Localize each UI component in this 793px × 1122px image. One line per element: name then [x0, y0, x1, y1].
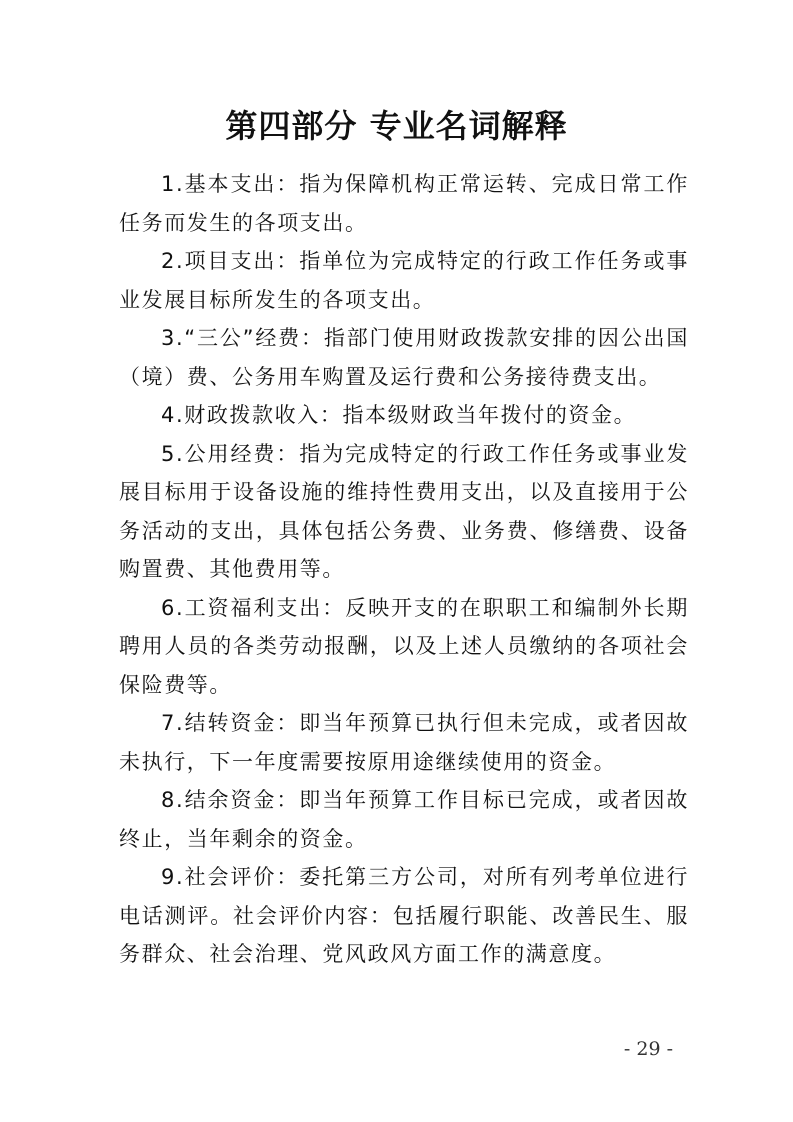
glossary-definition: 指部门使用财政拨款安排的因公出国（境）费、公务用车购置及运行费和公务接待费支出。 [119, 326, 689, 389]
glossary-item-fiscal-appropriation [119, 396, 689, 435]
glossary-definition: 指为完成特定的行政工作任务或事业发展目标用于设备设施的维持性费用支出，以及直接用于公务活动的支出，具体包括公务费、业务费、修缮费、设备购置费、其他费用等。 [119, 441, 689, 581]
glossary-item-project-expenditure [119, 242, 689, 319]
glossary-item-basic-expenditure [119, 165, 689, 242]
glossary-definition: 即当年预算已执行但未完成，或者因故未执行，下一年度需要按原用途继续使用的资金。 [119, 711, 689, 774]
glossary-item-carryover-funds [119, 704, 689, 781]
glossary-term: 4.财政拨款收入： [161, 403, 343, 427]
glossary-item-wages-welfare [119, 589, 689, 705]
glossary-definition: 反映开支的在职职工和编制外长期聘用人员的各类劳动报酬，以及上述人员缴纳的各项社会保险费等。 [119, 595, 689, 697]
glossary-term: 6.工资福利支出： [161, 595, 346, 620]
glossary-term: 9.社会评价： [161, 865, 300, 889]
page-title: 第四部分 专业名词解释 [225, 107, 568, 145]
glossary-item-three-public-funds [119, 319, 689, 396]
glossary-term: 1.基本支出： [161, 172, 300, 196]
glossary-item-surplus-funds [119, 781, 689, 858]
glossary-body [119, 165, 689, 974]
glossary-definition: 即当年预算工作目标已完成，或者因故终止，当年剩余的资金。 [119, 788, 689, 851]
glossary-term: 5.公用经费： [161, 441, 300, 466]
glossary-definition: 指本级财政当年拨付的资金。 [342, 403, 637, 427]
glossary-term: 2.项目支出： [161, 249, 300, 273]
page-number: - 29 - [623, 1038, 673, 1060]
glossary-term: 8.结余资金： [161, 788, 300, 812]
glossary-definition: 指为保障机构正常运转、完成日常工作任务而发生的各项支出。 [119, 172, 689, 235]
glossary-item-social-evaluation [119, 858, 689, 974]
glossary-term: 7.结转资金： [161, 711, 300, 735]
glossary-term: 3.“三公”经费： [161, 326, 324, 350]
glossary-item-public-funds [119, 435, 689, 589]
glossary-definition: 委托第三方公司，对所有列考单位进行电话测评。社会评价内容：包括履行职能、改善民生、服务群众、社会治理、党风政风方面工作的满意度。 [119, 865, 689, 966]
glossary-definition: 指单位为完成特定的行政工作任务或事业发展目标所发生的各项支出。 [119, 249, 689, 312]
